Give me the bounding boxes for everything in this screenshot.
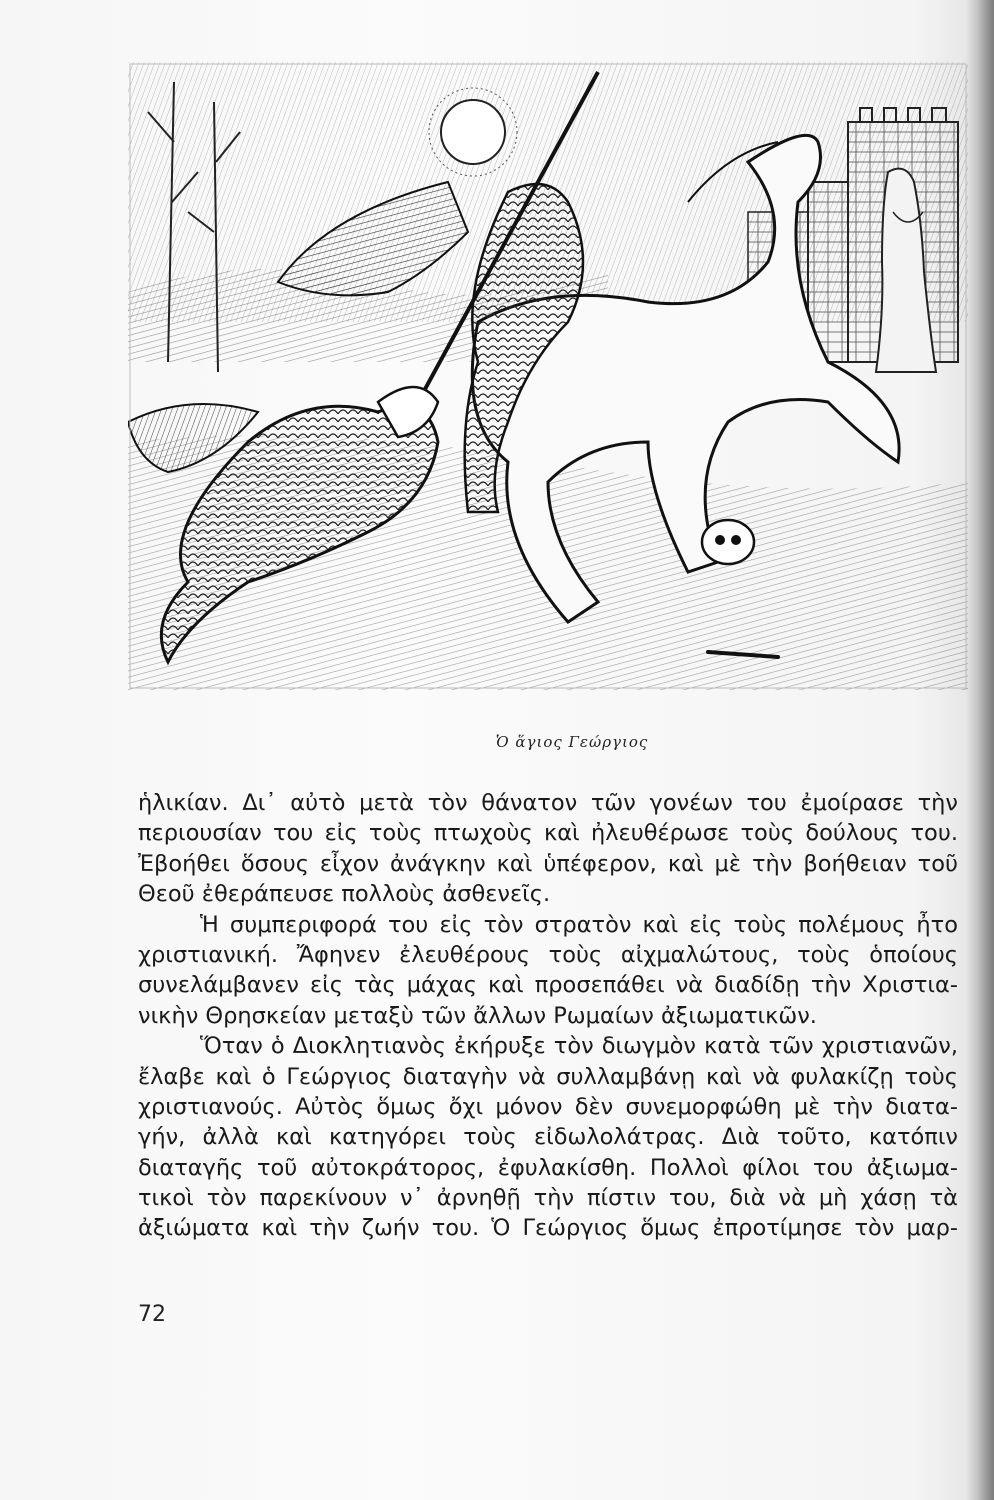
text-line: Ἐβοήθει ὅσους εἶχον ἀνάγκην καὶ ὑπέφερον, καὶ μὲ τὴν βοήθειαν τοῦ xyxy=(138,850,958,877)
paragraph xyxy=(138,1031,958,1244)
text-line: νικὴν Θρησκείαν μεταξὺ τῶν ἄλλων Ρωμαίων ἀξιωματικῶν. xyxy=(138,1002,817,1029)
text-line: ἀξιώματα καὶ τὴν ζωήν του. Ὁ Γεώργιος ὅμως ἐπροτίμησε τὸν μαρ- xyxy=(138,1215,958,1242)
text-line: Ἡ συμπεριφορά του εἰς τὸν στρατὸν καὶ εἰς τοὺς πολέμους ἦτο xyxy=(200,911,958,938)
illustration-caption: Ὁ ἅγιος Γεώργιος xyxy=(495,733,649,751)
text-line: ἔλαβε καὶ ὁ Γεώργιος διαταγὴν νὰ συλλαμβάνῃ καὶ νὰ φυλακίζῃ τοὺς xyxy=(138,1063,958,1090)
text-line: τικοὶ τὸν παρεκίνουν ν᾽ ἀρνηθῇ τὴν πίστιν του, διὰ νὰ μὴ χάσῃ τὰ xyxy=(138,1185,958,1212)
body-text xyxy=(138,788,958,1244)
paragraph xyxy=(138,910,958,1032)
text-line: συνελάμβανεν εἰς τὰς μάχας καὶ προσεπάθει νὰ διαδίδῃ τὴν Χριστια- xyxy=(138,972,958,999)
text-line: γήν, ἀλλὰ καὶ κατηγόρει τοὺς εἰδωλολάτρας. Διὰ τοῦτο, κατόπιν xyxy=(138,1124,958,1151)
page-number: 72 xyxy=(138,1302,166,1327)
text-line: περιουσίαν του εἰς τοὺς πτωχοὺς καὶ ἠλευθέρωσε τοὺς δούλους του. xyxy=(138,820,958,847)
text-line: ἡλικίαν. Δι᾽ αὐτὸ μετὰ τὸν θάνατον τῶν γονέων του ἐμοίρασε τὴν xyxy=(138,790,958,816)
text-line: Θεοῦ ἐθεράπευσε πολλοὺς ἀσθενεῖς. xyxy=(138,881,551,908)
text-line: χριστιανική. Ἄφηνεν ἐλευθέρους τοὺς αἰχμαλώτους, τοὺς ὁποίους xyxy=(138,941,958,968)
saint-george-illustration xyxy=(128,62,968,690)
text-line: διαταγῆς τοῦ αὐτοκράτορος, ἐφυλακίσθη. Πολλοὶ φίλοι του ἀξιωμα- xyxy=(138,1154,958,1181)
paragraph xyxy=(138,788,958,910)
text-line: χριστιανούς. Αὐτὸς ὅμως ὄχι μόνον δὲν συνεμορφώθη μὲ τὴν διατα- xyxy=(138,1093,958,1120)
text-line: Ὅταν ὁ Διοκλητιανὸς ἐκήρυξε τὸν διωγμὸν κατὰ τῶν χριστιανῶν, xyxy=(200,1033,958,1060)
